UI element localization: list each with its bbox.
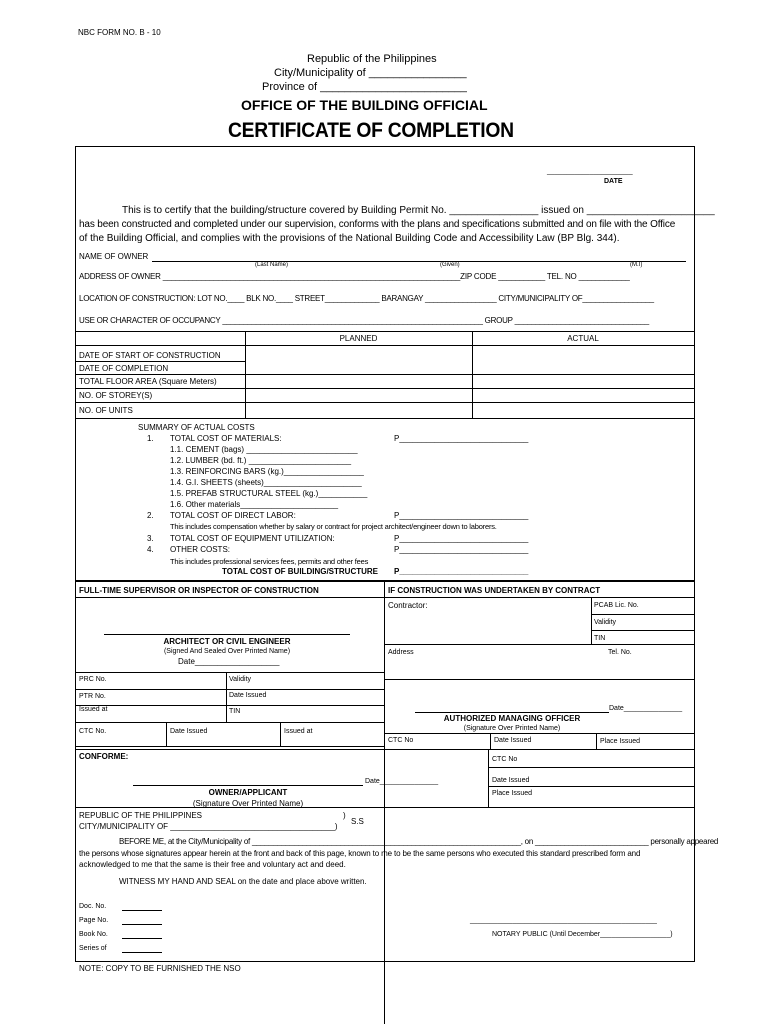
architect-engineer-title: ARCHITECT OR CIVIL ENGINEER <box>163 637 291 646</box>
issued-at-label[interactable]: Issued at <box>79 706 108 713</box>
supervisor-signature-line[interactable] <box>104 634 350 635</box>
row-divider <box>75 746 384 747</box>
cost-number: 2. <box>147 511 154 520</box>
officer-ctc[interactable]: CTC No <box>388 737 414 744</box>
row-divider <box>488 786 695 787</box>
conforme-date[interactable]: Date_______________ <box>365 778 439 785</box>
owner-sign-caption: (Signature Over Printed Name) <box>192 799 304 808</box>
certificate-title: CERTIFICATE OF COMPLETION <box>228 119 514 142</box>
office-title: OFFICE OF THE BUILDING OFFICIAL <box>241 97 488 113</box>
location-field[interactable]: LOCATION OF CONSTRUCTION: LOT NO.____ BLK NO.____ STREET_____________ BARANGAY _________________ CITY/MUNICIPALITY OF_________________ <box>79 294 654 303</box>
materials-label: TOTAL COST OF MATERIALS: <box>170 434 282 443</box>
conforme-date-issued[interactable]: Date Issued <box>492 777 530 784</box>
conforme-ctc[interactable]: CTC No <box>492 756 518 763</box>
row-divider <box>591 630 695 631</box>
col-divider <box>490 733 491 749</box>
officer-place-issued[interactable]: Place Issued <box>600 738 641 745</box>
section-divider <box>75 597 695 598</box>
page-no-label: Page No. <box>79 917 109 924</box>
doc-no-label: Doc. No. <box>79 903 107 910</box>
notary-public-caption: NOTARY PUBLIC (Until December__________________) <box>492 931 673 938</box>
equipment-label: TOTAL COST OF EQUIPMENT UTILIZATION: <box>170 534 335 543</box>
row-units: NO. OF UNITS <box>79 406 133 415</box>
actual-header: ACTUAL <box>567 334 599 343</box>
row-date-completion: DATE OF COMPLETION <box>79 364 169 373</box>
row-floor-area: TOTAL FLOOR AREA (Square Meters) <box>79 377 217 386</box>
material-item[interactable]: 1.5. PREFAB STRUCTURAL STEEL (kg.)___________ <box>170 489 368 498</box>
supervisor-sign-caption: (Signed And Sealed Over Printed Name) <box>163 648 291 655</box>
conforme-place-issued[interactable]: Place Issued <box>492 790 533 797</box>
row-divider <box>75 705 384 706</box>
section-divider <box>75 580 695 582</box>
header-city: City/Municipality of ________________ <box>274 67 467 79</box>
ctc-issued-at[interactable]: Issued at <box>284 728 313 735</box>
row-divider <box>75 749 695 750</box>
notary-paren: ) <box>343 811 346 820</box>
managing-officer-title: AUTHORIZED MANAGING OFFICER <box>443 714 581 723</box>
mi-caption: (M.I) <box>630 262 643 268</box>
owner-applicant-title: OWNER/APPLICANT <box>208 788 288 797</box>
tin-label[interactable]: TIN <box>229 708 241 715</box>
other-costs-amount[interactable]: P_____________________________ <box>394 545 529 554</box>
supervisor-date[interactable]: Date___________________ <box>178 657 280 666</box>
row-start-construction: DATE OF START OF CONSTRUCTION <box>79 351 221 360</box>
footer-note: NOTE: COPY TO BE FURNISHED THE NSO <box>79 964 241 973</box>
owner-address-field[interactable]: ADDRESS OF OWNER ______________________________________________________________________ZIP CODE ___________ TEL. NO ____________ <box>79 272 630 281</box>
row-divider <box>75 807 695 808</box>
material-item[interactable]: 1.3. REINFORCING BARS (kg.)__________________ <box>170 467 364 476</box>
row-divider <box>75 374 695 375</box>
row-divider <box>75 722 384 723</box>
doc-no-field[interactable] <box>122 910 162 911</box>
given-name-caption: (Given) <box>440 262 460 268</box>
row-divider <box>488 767 695 768</box>
col-divider <box>166 722 167 746</box>
date-label: DATE <box>604 178 623 185</box>
material-item[interactable]: 1.1. CEMENT (bags) _________________________ <box>170 445 358 454</box>
row-divider <box>75 388 695 389</box>
row-storeys: NO. OF STOREY(S) <box>79 391 153 400</box>
ctc-label[interactable]: CTC No. <box>79 728 107 735</box>
cost-number: 1. <box>147 434 154 443</box>
material-item[interactable]: 1.6. Other materials______________________ <box>170 500 339 509</box>
contract-tin[interactable]: TIN <box>594 635 606 642</box>
row-divider <box>75 689 384 690</box>
pcab-label[interactable]: PCAB Lic. No. <box>594 602 639 609</box>
notary-ss: S.S <box>351 817 364 826</box>
owner-signature-line[interactable] <box>133 785 363 786</box>
contractor-label[interactable]: Contractor: <box>388 601 428 610</box>
col-divider <box>596 733 597 749</box>
other-costs-note: This includes professional services fees, permits and other fees <box>170 557 369 566</box>
certify-line-2: has been constructed and completed under our supervision, conforms with the plans and specifications submitted and on file with the Office <box>79 219 676 230</box>
notary-ack-line: acknowledged to me that the same is their free and voluntary act and deed. <box>79 860 346 869</box>
validity-label[interactable]: Validity <box>229 676 252 683</box>
officer-date-issued[interactable]: Date Issued <box>494 737 532 744</box>
section-col-divider <box>384 580 385 1024</box>
book-no-field[interactable] <box>122 938 162 939</box>
col-divider <box>591 597 592 644</box>
total-cost-amount[interactable]: P_____________________________ <box>394 567 529 576</box>
header-republic: Republic of the Philippines <box>307 53 437 65</box>
header-province: Province of ________________________ <box>262 81 467 93</box>
planned-header: PLANNED <box>339 334 378 343</box>
prc-label[interactable]: PRC No. <box>79 676 107 683</box>
row-divider <box>384 644 695 645</box>
labor-amount[interactable]: P_____________________________ <box>394 511 529 520</box>
officer-signature-line[interactable] <box>415 712 609 713</box>
officer-sign-caption: (Signature Over Printed Name) <box>463 725 561 732</box>
contract-address[interactable]: Address <box>388 649 414 656</box>
ptr-label[interactable]: PTR No. <box>79 693 106 700</box>
notary-persons-line: the persons whose signatures appear herein at the front and back of this page, known to me to be the same persons who executed this standard prescribed form and <box>79 849 641 858</box>
book-no-label: Book No. <box>79 931 108 938</box>
row-divider <box>75 402 695 403</box>
notary-city-field[interactable]: CITY/MUNICIPALITY OF _____________________________________) <box>79 822 338 831</box>
table-top-border <box>75 331 695 332</box>
form-number: NBC FORM NO. B - 10 <box>78 28 161 37</box>
contract-validity[interactable]: Validity <box>594 619 617 626</box>
date-line[interactable]: ______________________ <box>547 168 633 175</box>
table-divider <box>75 345 695 346</box>
labor-label: TOTAL COST OF DIRECT LABOR: <box>170 511 296 520</box>
contract-tel[interactable]: Tel. No. <box>608 649 632 656</box>
conforme-label: CONFORME: <box>79 752 129 761</box>
materials-amount[interactable]: P_____________________________ <box>394 434 529 443</box>
cost-number: 3. <box>147 534 154 543</box>
supervisor-heading: FULL-TIME SUPERVISOR OR INSPECTOR OF CONSTRUCTION <box>79 586 319 595</box>
row-divider <box>384 733 695 734</box>
certify-line-1: This is to certify that the building/structure covered by Building Permit No. ________________ issued on _______________________ <box>122 205 715 216</box>
series-field[interactable] <box>122 952 162 953</box>
officer-date[interactable]: Date_______________ <box>609 705 683 712</box>
other-costs-label: OTHER COSTS: <box>170 545 231 554</box>
contract-heading: IF CONSTRUCTION WAS UNDERTAKEN BY CONTRACT <box>388 586 601 595</box>
ptr-date-issued[interactable]: Date Issued <box>229 692 267 699</box>
row-divider <box>384 679 695 680</box>
certify-line-3: of the Building Official, and complies with the provisions of the National Building Code and Accessibility Law (BP Blg. 344). <box>79 233 620 244</box>
material-item[interactable]: 1.2. LUMBER (bd. ft.) _______________________ <box>170 456 352 465</box>
series-label: Series of <box>79 945 107 952</box>
cost-number: 4. <box>147 545 154 554</box>
row-divider <box>591 614 695 615</box>
notary-before-line[interactable]: BEFORE ME, at the City/Municipality of ________________________________________________________________, on ___________________________ personally appeared <box>119 837 719 846</box>
col-divider <box>280 722 281 746</box>
ctc-date-issued[interactable]: Date Issued <box>170 728 208 735</box>
row-divider <box>75 418 695 419</box>
notary-witness-line: WITNESS MY HAND AND SEAL on the date and place above written. <box>119 877 367 886</box>
last-name-caption: (Last Name) <box>255 262 289 268</box>
owner-name-field[interactable] <box>152 261 686 262</box>
row-divider <box>75 672 384 673</box>
notary-signature-line[interactable]: ________________________________________________ <box>470 917 657 924</box>
row-divider <box>75 361 245 362</box>
total-cost-label: TOTAL COST OF BUILDING/STRUCTURE <box>222 567 378 576</box>
occupancy-field[interactable]: USE OR CHARACTER OF OCCUPANCY ______________________________________________________________ GROUP ________________________________ <box>79 316 649 325</box>
material-item[interactable]: 1.4. G.I. SHEETS (sheets)______________________ <box>170 478 362 487</box>
col-divider <box>226 672 227 722</box>
owner-name-label: NAME OF OWNER <box>79 252 149 261</box>
notary-republic: REPUBLIC OF THE PHILIPPINES <box>79 811 202 820</box>
col-divider <box>488 749 489 807</box>
equipment-amount[interactable]: P_____________________________ <box>394 534 529 543</box>
labor-note: This includes compensation whether by salary or contract for project architect/engineer down to laborers. <box>170 522 497 531</box>
cost-summary-heading: SUMMARY OF ACTUAL COSTS <box>138 423 255 432</box>
page-no-field[interactable] <box>122 924 162 925</box>
